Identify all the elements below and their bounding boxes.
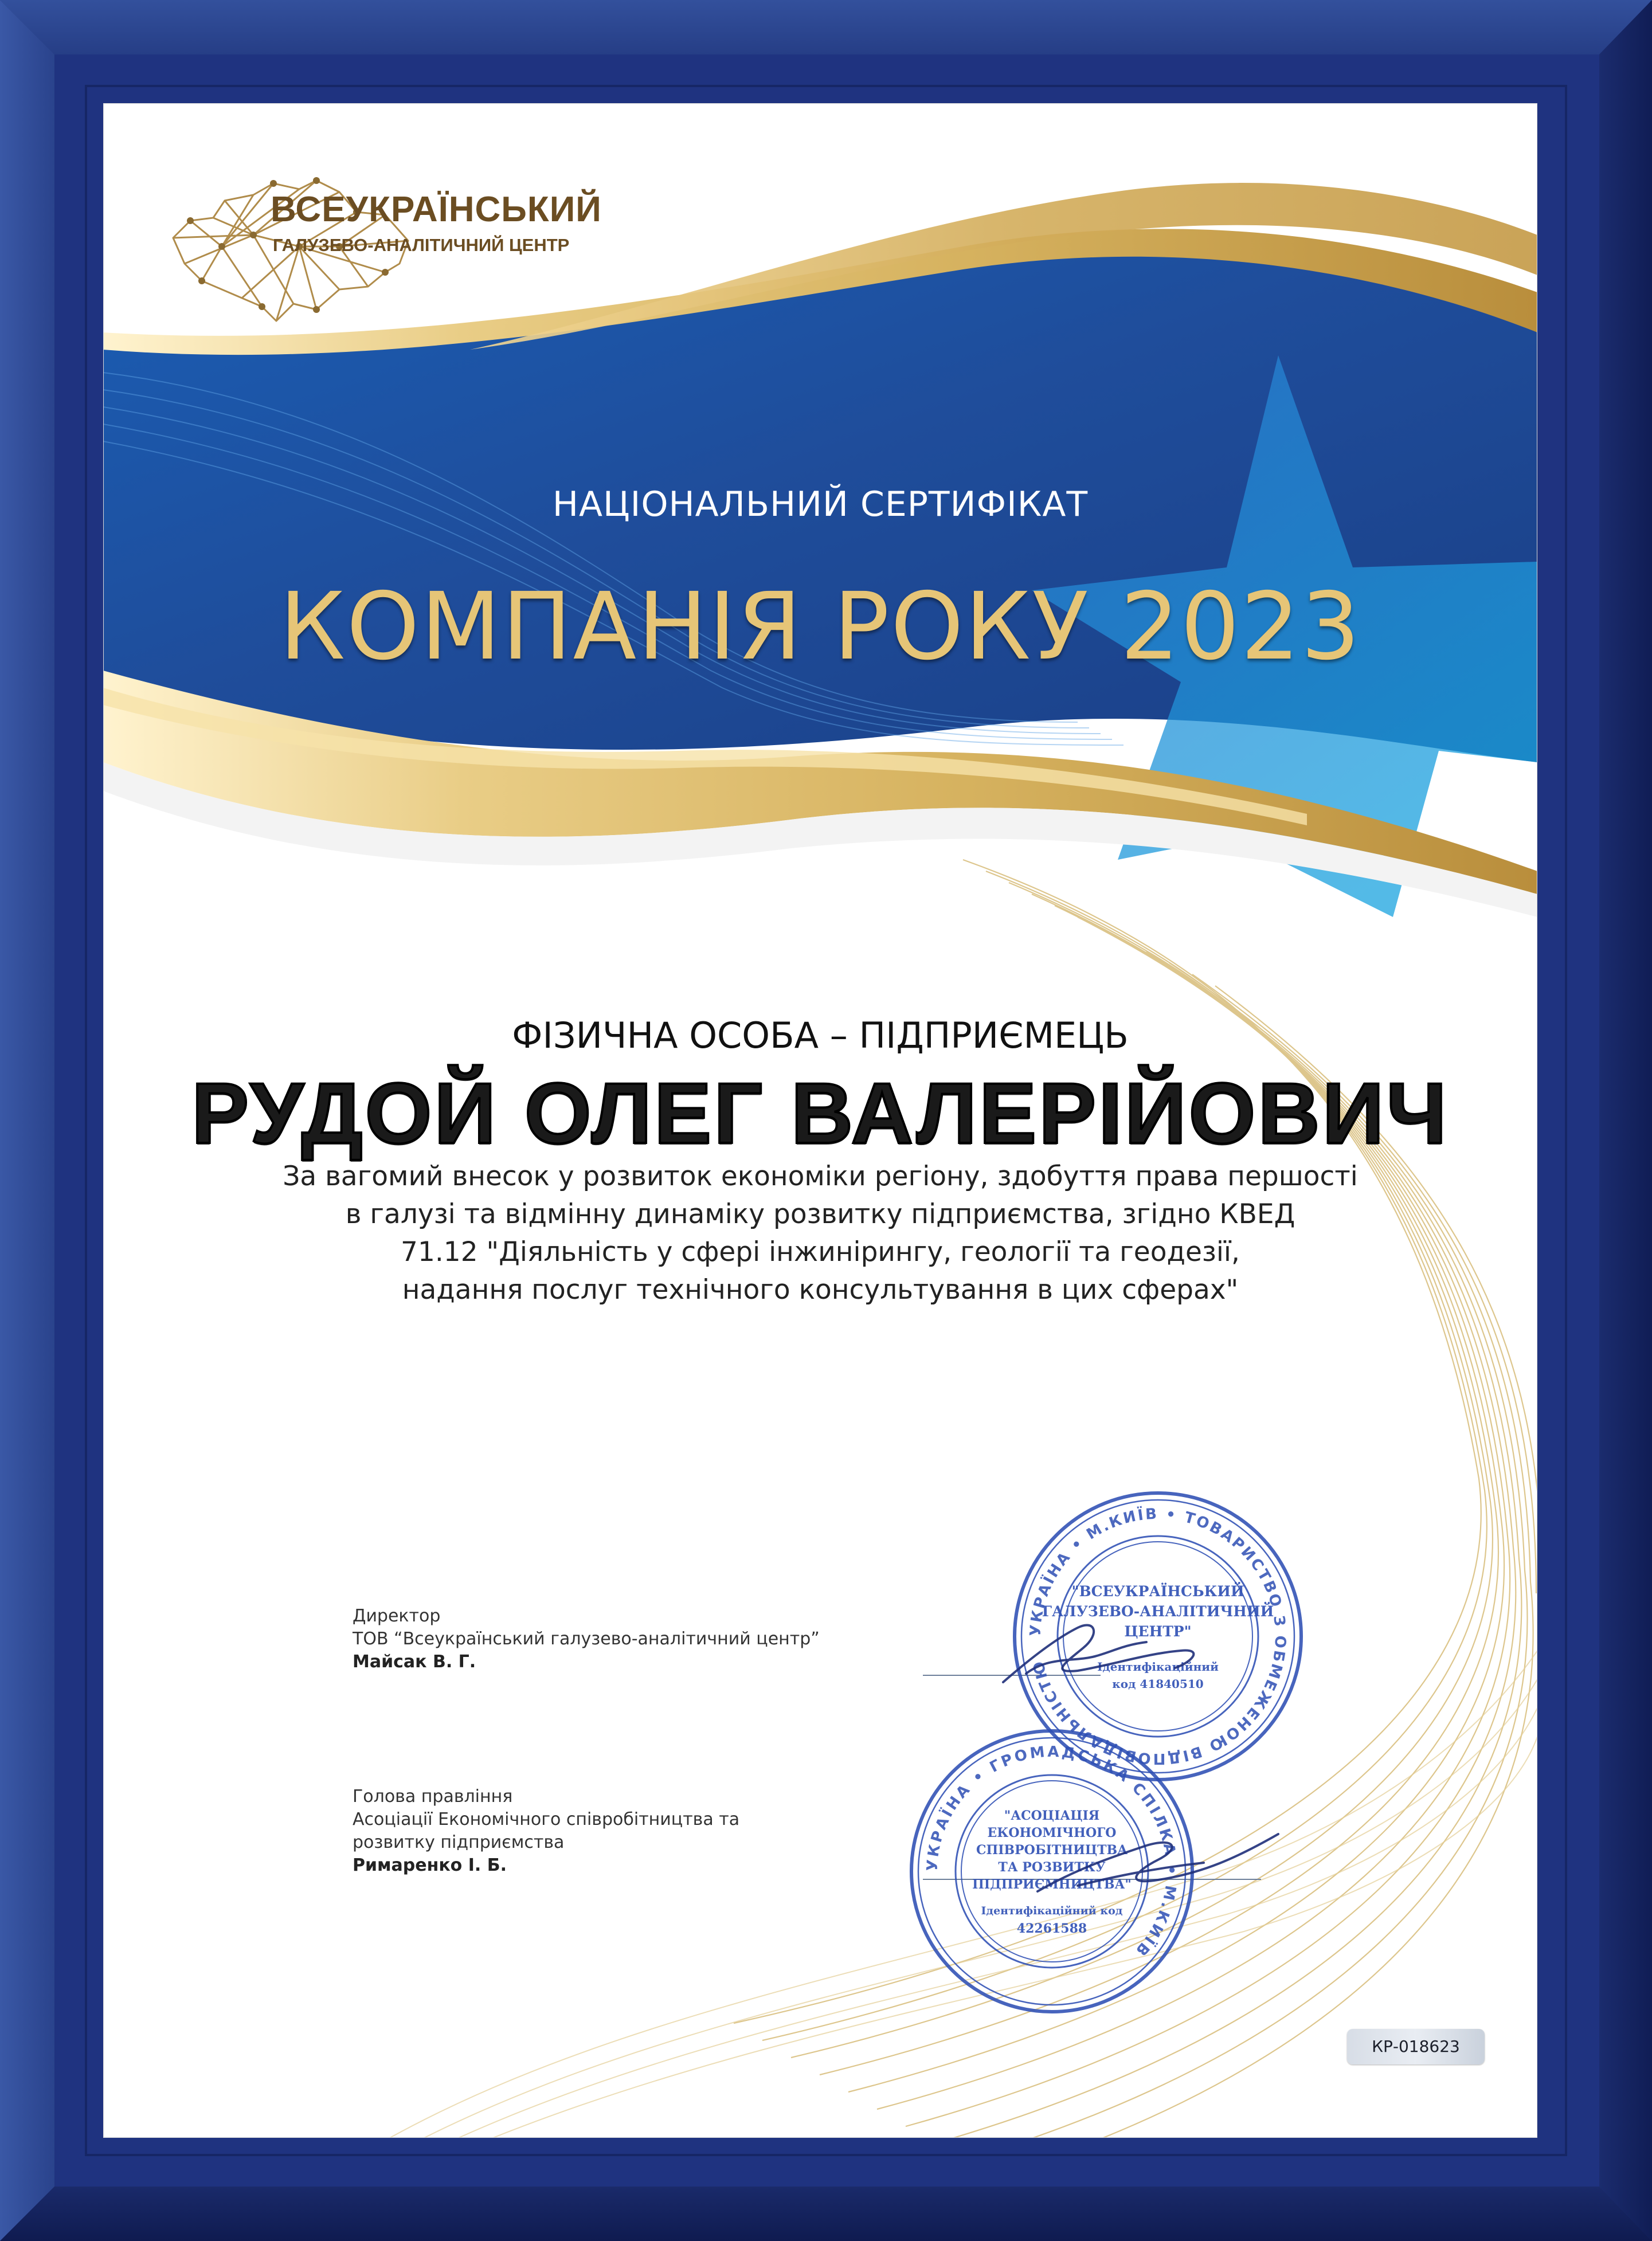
stamp-center-text: "АСОЦІАЦІЯ <box>1004 1808 1100 1823</box>
description-line: в галузі та відмінну динаміку розвитку підприємства, згідно КВЕД <box>345 1198 1295 1230</box>
signatory-director <box>353 1605 820 1674</box>
signatory-organization: ТОВ “Всеукраїнський галузево-аналітичний центр” <box>353 1629 820 1649</box>
stamp-id-label: Ідентифікаційний <box>1097 1660 1219 1674</box>
stamp-center-text: СПІВРОБІТНИЦТВА <box>976 1843 1128 1858</box>
stamp-id-code: код 41840510 <box>1112 1677 1204 1691</box>
signatory-organization: розвитку підприємства <box>353 1832 565 1852</box>
stamp-id-label: Ідентифікаційний код <box>981 1905 1123 1917</box>
stamp-center-text: ГАЛУЗЕВО-АНАЛІТИЧНИЙ <box>1042 1603 1274 1620</box>
signatory-name: Майсак В. Г. <box>353 1652 476 1672</box>
stamp-ring-text: УКРАЇНА • М.КИЇВ • ТОВАРИСТВО З ОБМЕЖЕНОЮ ВІДПОВІДАЛЬНІСТЮ <box>1027 1505 1289 1768</box>
signatory-chairman <box>353 1785 739 1877</box>
recipient-name: РУДОЙ ОЛЕГ ВАЛЕРІЙОВИЧ <box>191 1065 1449 1161</box>
recipient-type: ФІЗИЧНА ОСОБА – ПІДПРИЄМЕЦЬ <box>512 1014 1129 1056</box>
certificate-code-badge: КР-018623 <box>1347 2029 1485 2064</box>
stamp-center-text: ПІДПРИЄМНИЦТВА" <box>972 1877 1132 1892</box>
logo-title: ВСЕУКРАЇНСЬКИЙ <box>271 190 602 229</box>
official-stamps <box>906 1490 1376 2035</box>
stamp-center-text: ТА РОЗВИТКУ <box>998 1860 1106 1875</box>
description-line: надання послуг технічного консультування в цих сферах" <box>402 1274 1239 1306</box>
certificate-subtitle: НАЦІОНАЛЬНИЙ СЕРТИФІКАТ <box>552 484 1089 524</box>
description-line: За вагомий внесок у розвиток економіки регіону, здобуття права першості <box>283 1161 1358 1192</box>
logo-subtitle: ГАЛУЗЕВО-АНАЛІТИЧНИЙ ЦЕНТР <box>273 235 570 255</box>
signatory-organization: Асоціації Економічного співробітництва та <box>353 1809 740 1829</box>
signatory-role: Директор <box>353 1606 441 1626</box>
signatory-role: Голова правління <box>353 1786 513 1807</box>
stamp-ring-text: УКРАЇНА • ГРОМАДСЬКА СПІЛКА • М.КИЇВ <box>923 1743 1180 1961</box>
certificate-paper <box>103 103 1537 2138</box>
signatory-name: Римаренко І. Б. <box>353 1855 507 1875</box>
award-description <box>103 1158 1537 1309</box>
stamp-id-code: 42261588 <box>1016 1921 1087 1936</box>
description-line: 71.12 "Діяльність у сфері інжинірингу, геології та геодезії, <box>401 1236 1240 1268</box>
stamp-center-text: "ВСЕУКРАЇНСЬКИЙ <box>1071 1583 1244 1600</box>
stamp-center-text: ЦЕНТР" <box>1124 1623 1192 1640</box>
award-title: КОМПАНІЯ РОКУ 2023 <box>279 573 1361 681</box>
stamp-center-text: ЕКОНОМІЧНОГО <box>987 1825 1117 1840</box>
